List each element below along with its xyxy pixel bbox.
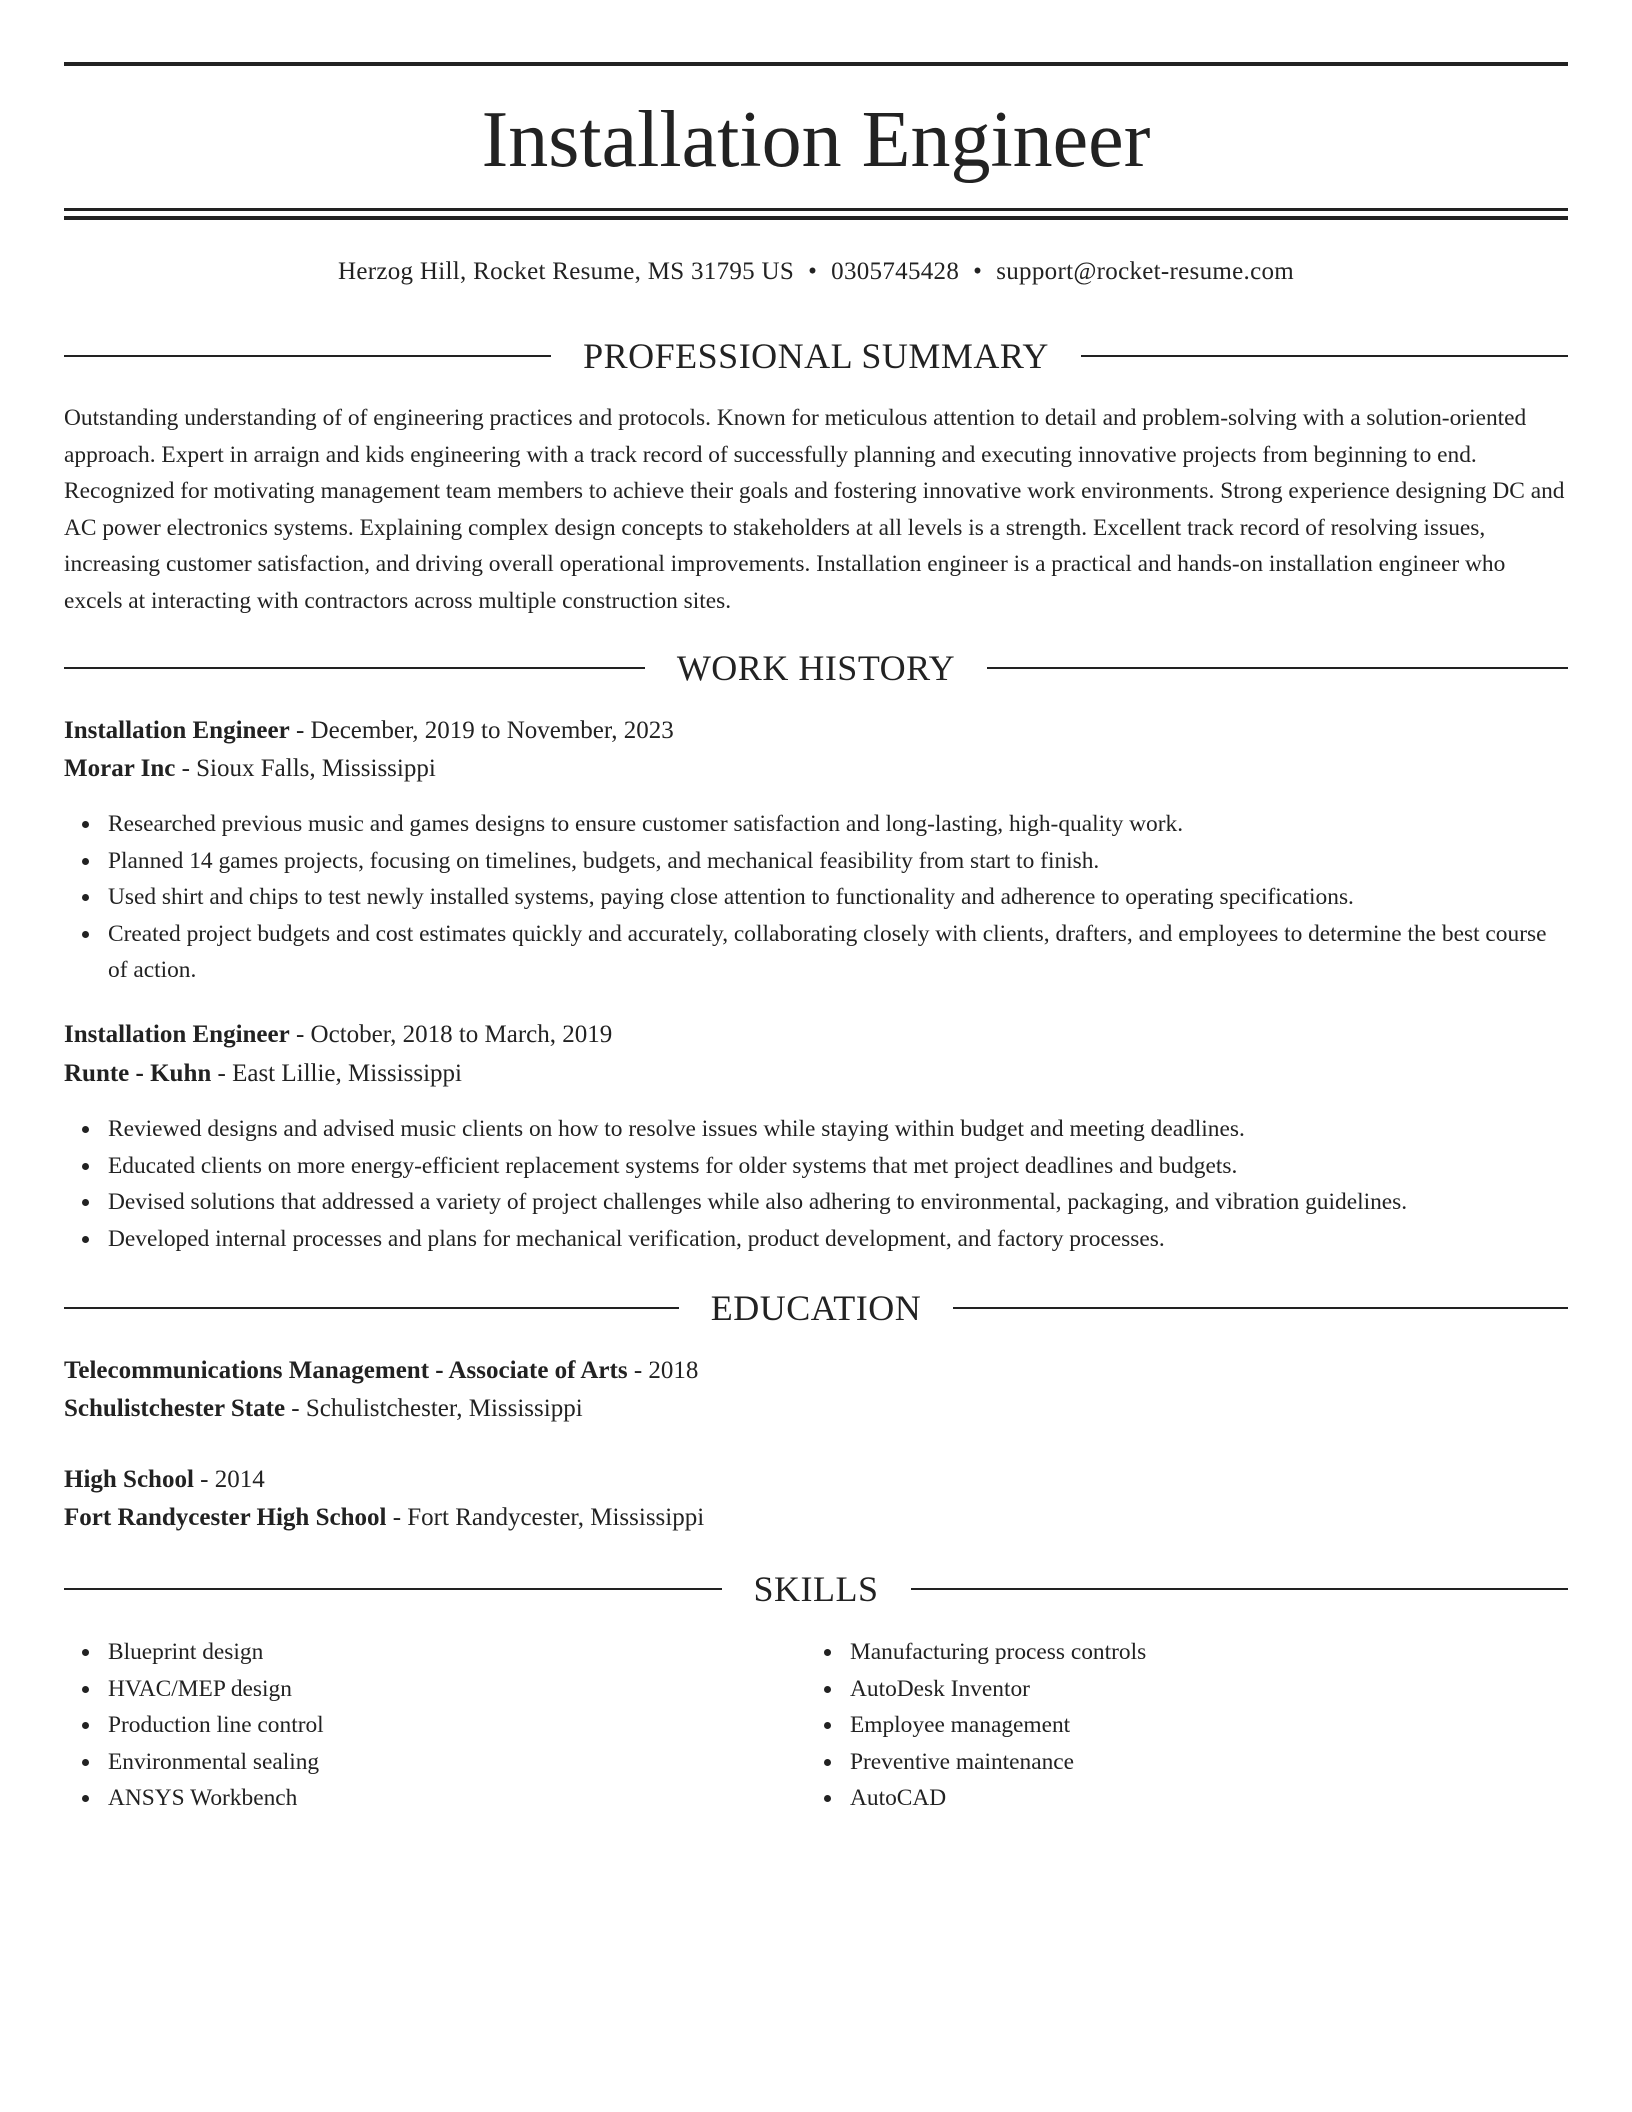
education-school: Schulistchester State bbox=[64, 1395, 286, 1422]
summary-text: Outstanding understanding of of engineering practices and protocols. Known for meticulous attention to detail and problem-solving with a solution-oriented approach. Expert in arraign and kids engineering with a track record of successfully planning and executing innovative projects from beginning to end. Recognized for motivating management team members to achieve their goals and fostering innovative work environments. Strong experience designing DC and AC power electronics systems. Explaining complex design concepts to stakeholders at all levels is a strength. Excellent track record of resolving issues, increasing customer satisfaction, and driving overall operational improvements. Installation engineer is a practical and hands-on installation engineer who excels at interacting with contractors across multiple construction sites. bbox=[64, 405, 1565, 614]
job-company-line bbox=[64, 751, 1568, 787]
heading-rule-right bbox=[911, 1588, 1569, 1590]
list-item: Reviewed designs and advised music clients on how to resolve issues while staying within budget and meeting deadlines. bbox=[64, 1111, 1568, 1148]
job-location: - Sioux Falls, Mississippi bbox=[175, 755, 436, 782]
heading-rule-right bbox=[953, 1307, 1568, 1309]
list-item: Devised solutions that addressed a variety of project challenges while also adhering to environmental, packaging, and vibration guidelines. bbox=[64, 1184, 1568, 1221]
skill-item: HVAC/MEP design bbox=[64, 1671, 1568, 1708]
heading-rule-right bbox=[1081, 355, 1568, 357]
education-school-line bbox=[64, 1391, 1568, 1427]
skill-item: AutoDesk Inventor bbox=[806, 1671, 1632, 1708]
skill-item: Environmental sealing bbox=[64, 1744, 1568, 1781]
job-company: Runte - Kuhn bbox=[64, 1060, 212, 1087]
skills-list-right bbox=[806, 1634, 1632, 1817]
education-heading-title: EDUCATION bbox=[710, 1288, 922, 1328]
contact-separator: • bbox=[973, 258, 983, 285]
list-item: Used shirt and chips to test newly installed systems, paying close attention to functionality and adherence to operating specifications. bbox=[64, 879, 1568, 916]
education-degree-line bbox=[64, 1462, 1568, 1498]
list-item: Researched previous music and games designs to ensure customer satisfaction and long-lasting, high-quality work. bbox=[64, 806, 1568, 843]
heading-rule-left bbox=[64, 1588, 722, 1590]
education-location: - Fort Randycester, Mississippi bbox=[386, 1504, 705, 1531]
job-bullets bbox=[64, 806, 1568, 989]
resume-name: Installation Engineer bbox=[481, 96, 1151, 184]
education-school: Fort Randycester High School bbox=[64, 1504, 387, 1531]
job-title-line bbox=[64, 1017, 1568, 1053]
skill-item: Blueprint design bbox=[64, 1634, 1568, 1671]
heading-rule-left bbox=[64, 667, 645, 669]
list-item: Planned 14 games projects, focusing on timelines, budgets, and mechanical feasibility from start to finish. bbox=[64, 843, 1568, 880]
skill-item: AutoCAD bbox=[806, 1780, 1632, 1817]
contact-line bbox=[64, 254, 1568, 290]
summary-heading-title: PROFESSIONAL SUMMARY bbox=[583, 336, 1049, 376]
education-school-line bbox=[64, 1500, 1568, 1536]
contact-separator: • bbox=[808, 258, 818, 285]
summary-heading bbox=[64, 334, 1568, 378]
skill-item: ANSYS Workbench bbox=[64, 1780, 1568, 1817]
header-double-rule-lower bbox=[64, 216, 1568, 220]
contact-phone: 0305745428 bbox=[831, 258, 960, 285]
list-item: Educated clients on more energy-efficient replacement systems for older systems that met project deadlines and budgets. bbox=[64, 1148, 1568, 1185]
list-item: Created project budgets and cost estimates quickly and accurately, collaborating closely with clients, drafters, and employees to determine the best course of action. bbox=[64, 916, 1568, 989]
header-double-rule-upper bbox=[64, 208, 1568, 211]
job-title: Installation Engineer bbox=[64, 717, 290, 744]
job-bullets bbox=[64, 1111, 1568, 1257]
job-title: Installation Engineer bbox=[64, 1021, 290, 1048]
education-degree-line bbox=[64, 1353, 1568, 1389]
work-history-heading-title: WORK HISTORY bbox=[676, 648, 956, 688]
job-dates: - December, 2019 to November, 2023 bbox=[289, 717, 674, 744]
skill-item: Production line control bbox=[64, 1707, 1568, 1744]
work-history-heading bbox=[64, 646, 1568, 690]
header-top-rule bbox=[64, 62, 1568, 66]
skills-heading bbox=[64, 1567, 1568, 1611]
skills-heading-title: SKILLS bbox=[753, 1569, 879, 1609]
heading-rule-left bbox=[64, 355, 551, 357]
heading-rule-left bbox=[64, 1307, 679, 1309]
skill-item: Manufacturing process controls bbox=[806, 1634, 1632, 1671]
list-item: Developed internal processes and plans for mechanical verification, product development, and factory processes. bbox=[64, 1221, 1568, 1258]
job-company-line bbox=[64, 1056, 1568, 1092]
education-year: - 2014 bbox=[193, 1466, 265, 1493]
job-company: Morar Inc bbox=[64, 755, 176, 782]
education-heading bbox=[64, 1286, 1568, 1330]
job-location: - East Lillie, Mississippi bbox=[211, 1060, 462, 1087]
contact-email: support@rocket-resume.com bbox=[996, 258, 1295, 285]
education-degree: High School bbox=[64, 1466, 194, 1493]
education-location: - Schulistchester, Mississippi bbox=[285, 1395, 583, 1422]
job-dates: - October, 2018 to March, 2019 bbox=[289, 1021, 613, 1048]
skill-item: Employee management bbox=[806, 1707, 1632, 1744]
contact-address: Herzog Hill, Rocket Resume, MS 31795 US bbox=[337, 258, 795, 285]
education-degree: Telecommunications Management - Associate of Arts bbox=[64, 1357, 628, 1384]
job-title-line bbox=[64, 713, 1568, 749]
education-year: - 2018 bbox=[627, 1357, 699, 1384]
heading-rule-right bbox=[987, 667, 1568, 669]
skill-item: Preventive maintenance bbox=[806, 1744, 1632, 1781]
